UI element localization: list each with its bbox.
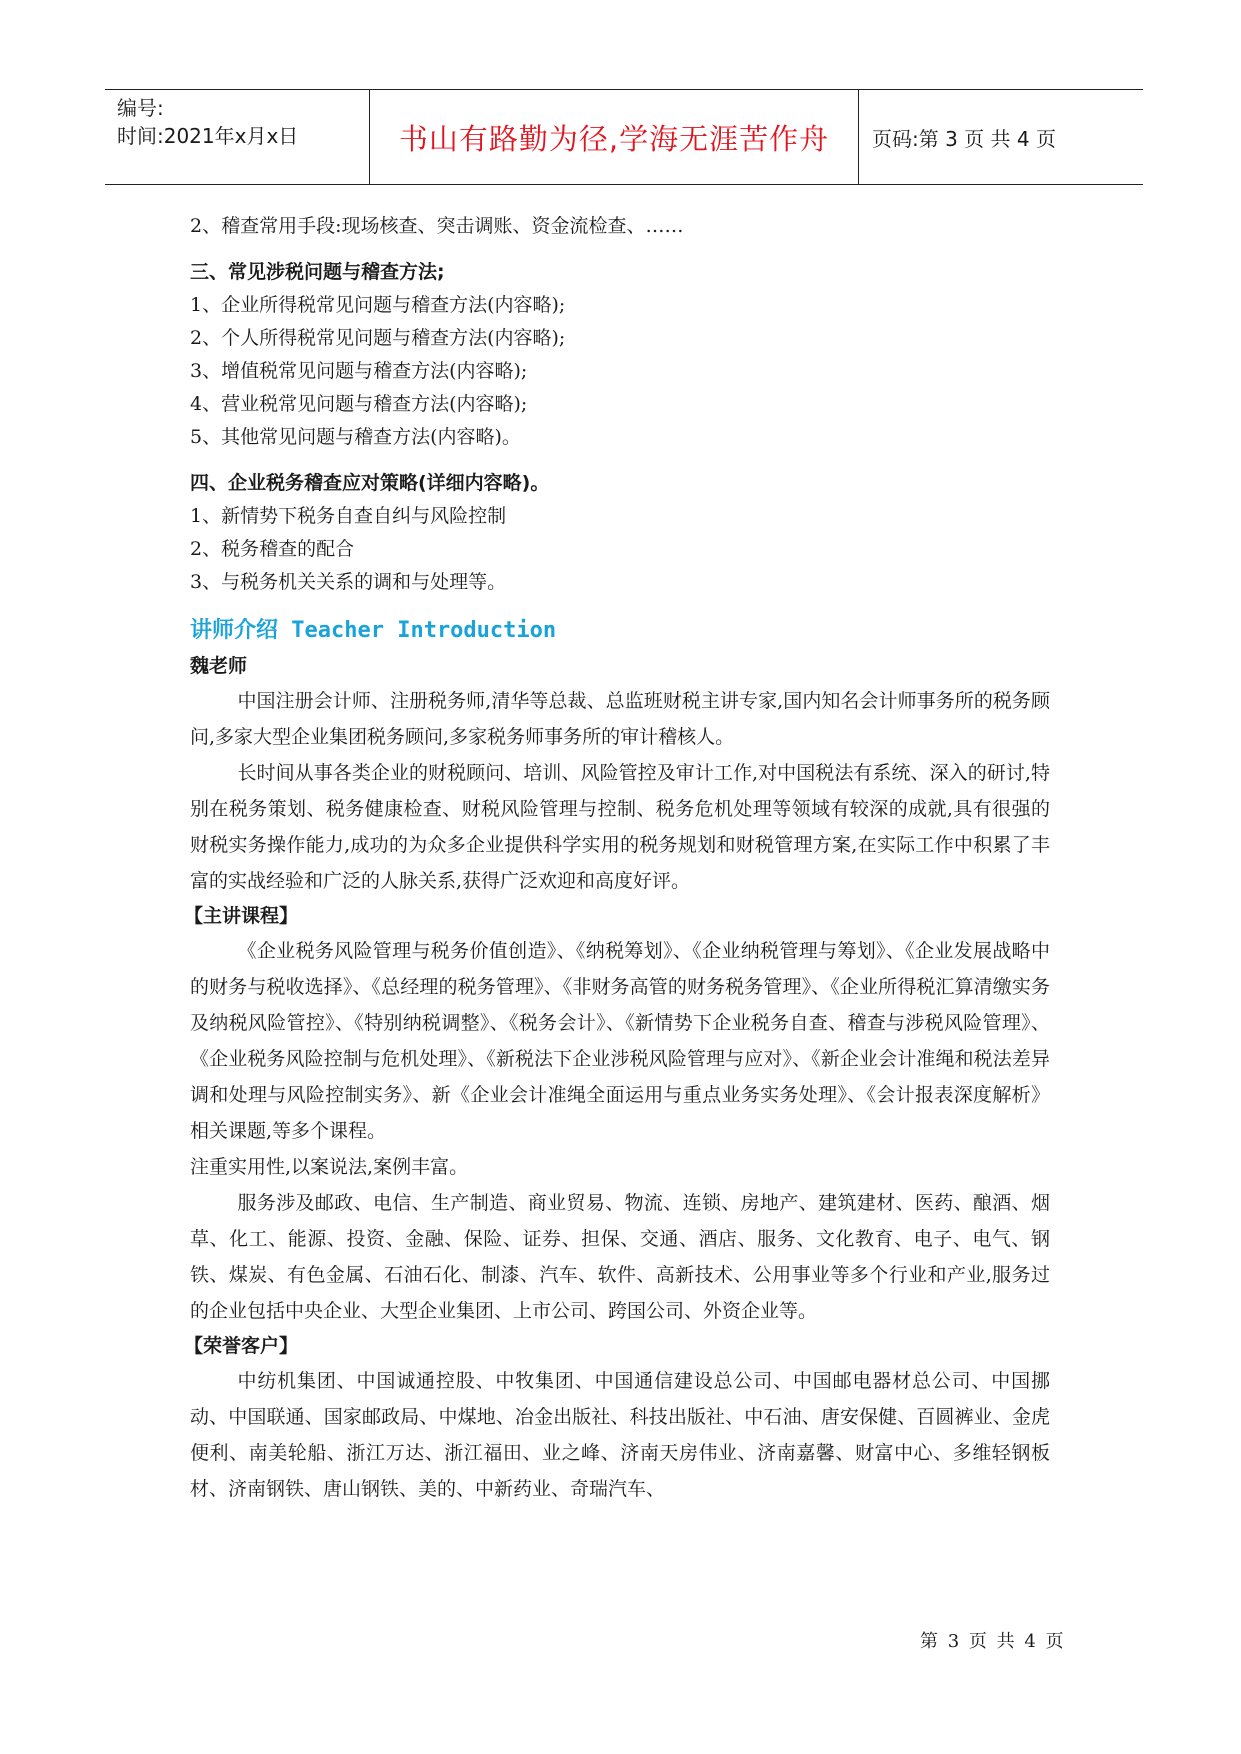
header-meta bbox=[105, 90, 370, 184]
section4-title: 四、企业税务稽查应对策略(详细内容略)。 bbox=[190, 472, 550, 494]
list-item: 2、个人所得税常见问题与稽查方法(内容略); bbox=[190, 327, 566, 349]
page-footer: 第 3 页 共 4 页 bbox=[920, 1631, 1066, 1652]
header-page-label: 页码:第 3 页 共 4 页 bbox=[872, 126, 1056, 151]
document-body bbox=[184, 210, 1050, 1507]
industries-paragraph: 服务涉及邮政、电信、生产制造、商业贸易、物流、连锁、房地产、建筑建材、医药、酿酒、烟草、化工、能源、投资、金融、保险、证券、担保、交通、酒店、服务、文化教育、电子、电气、钢铁、煤炭、有色金属、石油石化、制漆、汽车、软件、高新技术、公用事业等多个行业和产业,服务过的企业包括中央企业、大型企业集团、上市公司、跨国公司、外资企业等。 bbox=[190, 1192, 1050, 1322]
teacher-bio-paragraph: 中国注册会计师、注册税务师,清华等总裁、总监班财税主讲专家,国内知名会计师事务所的税务顾问,多家大型企业集团税务顾问,多家税务师事务所的审计稽核人。 bbox=[190, 690, 1050, 748]
courses-title: 【主讲课程】 bbox=[184, 905, 299, 927]
page-header bbox=[105, 89, 1143, 185]
courses-paragraph: 《企业税务风险管理与税务价值创造》、《纳税筹划》、《企业纳税管理与筹划》、《企业发展战略中的财务与税收选择》、《总经理的税务管理》、《非财务高管的财务税务管理》、《企业所得税汇算清缴实务及纳税风险管控》、《特别纳税调整》、《税务会计》、《新情势下企业税务自查、稽查与涉税风险管理》、《企业税务风险控制与危机处理》、《新税法下企业涉税风险管理与应对》、《新企业会计准绳和税法差异调和处理与风险控制实务》、新《企业会计准绳全面运用与重点业务实务处理》、《会计报表深度解析》相关课题,等多个课程。 bbox=[190, 940, 1050, 1142]
courses-tail: 注重实用性,以案说法,案例丰富。 bbox=[190, 1156, 469, 1178]
list-item: 4、营业税常见问题与稽查方法(内容略); bbox=[190, 393, 528, 415]
header-slogan: 书山有路勤为径,学海无涯苦作舟 bbox=[370, 90, 859, 184]
teacher-heading: 讲师介绍 Teacher Introduction bbox=[190, 618, 557, 643]
list-item: 5、其他常见问题与稽查方法(内容略)。 bbox=[190, 426, 521, 448]
section3-title: 三、常见涉税问题与稽查方法; bbox=[190, 261, 445, 283]
list-item: 3、增值税常见问题与稽查方法(内容略); bbox=[190, 360, 528, 382]
list-item: 2、税务稽查的配合 bbox=[190, 538, 355, 560]
teacher-name: 魏老师 bbox=[190, 655, 248, 677]
clients-paragraph: 中纺机集团、中国诚通控股、中牧集团、中国通信建设总公司、中国邮电器材总公司、中国挪动、中国联通、国家邮政局、中煤地、冶金出版社、科技出版社、中石油、唐安保健、百圆裤业、金虎便利、南美轮船、浙江万达、浙江福田、业之峰、济南天房伟业、济南嘉馨、财富中心、多维轻钢板材、济南钢铁、唐山钢铁、美的、中新药业、奇瑞汽车、 bbox=[190, 1370, 1050, 1500]
list-item: 3、与税务机关关系的调和与处理等。 bbox=[190, 571, 507, 593]
code-label: 编号: bbox=[117, 96, 164, 120]
list-item: 1、新情势下税务自查自纠与风险控制 bbox=[190, 505, 507, 527]
list-item: 1、企业所得税常见问题与稽查方法(内容略); bbox=[190, 294, 566, 316]
time-label: 时间:2021年x月x日 bbox=[117, 124, 299, 148]
section2-item: 2、稽查常用手段:现场核查、突击调账、资金流检查、…… bbox=[190, 215, 684, 237]
clients-title: 【荣誉客户】 bbox=[184, 1335, 299, 1357]
teacher-bio-paragraph: 长时间从事各类企业的财税顾问、培训、风险管控及审计工作,对中国税法有系统、深入的研讨,特别在税务策划、税务健康检查、财税风险管理与控制、税务危机处理等领域有较深的成就,具有很强的财税实务操作能力,成功的为众多企业提供科学实用的税务规划和财税管理方案,在实际工作中积累了丰富的实战经验和广泛的人脉关系,获得广泛欢迎和高度好评。 bbox=[190, 762, 1050, 892]
